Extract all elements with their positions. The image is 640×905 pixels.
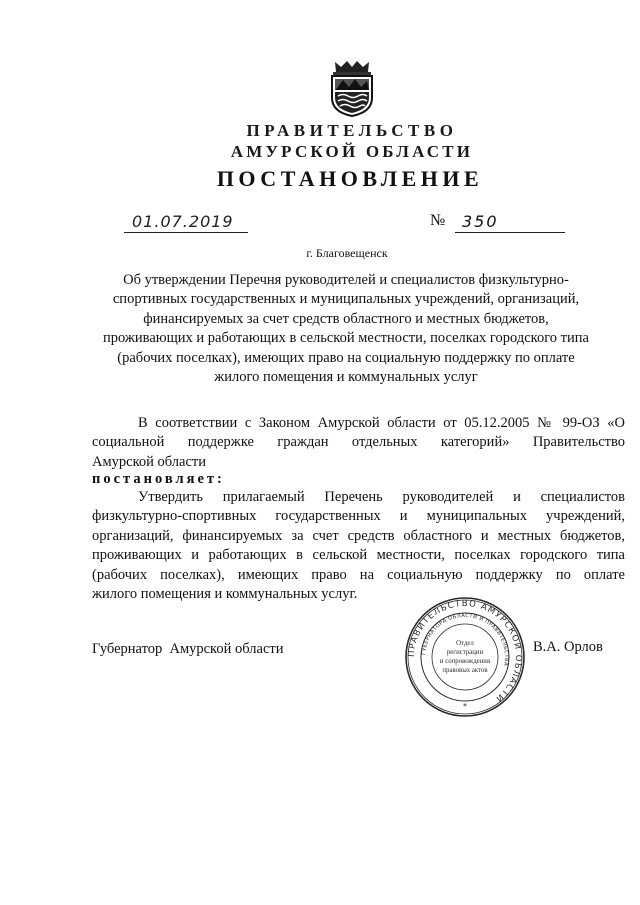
title-line: спортивных государственных и муниципальных учреждений, организаций,	[112, 291, 580, 308]
title-line: (рабочих поселках), имеющих право на социальную поддержку по оплате	[117, 349, 575, 366]
document-number: 350	[462, 212, 499, 231]
decree-word: постановляет:	[92, 471, 225, 487]
title-line: Об утверждении Перечня руководителей и специалистов физкультурно-	[123, 272, 569, 288]
preamble-paragraph	[92, 414, 625, 472]
resolution-line: (рабочих поселках), имеющих право на социальную поддержку по оплате	[92, 566, 625, 583]
stamp-inner-text: ГУБЕРНАТОРА ОБЛАСТИ И ПРАВИТЕЛЬСТВА	[421, 612, 510, 667]
resolution-paragraph	[92, 488, 625, 604]
date-underline	[124, 232, 248, 233]
stamp-center-line: правовых актов	[442, 667, 488, 674]
title-line: финансируемых за счет средств областного и местных бюджетов,	[143, 310, 549, 327]
coat-of-arms-icon	[327, 58, 377, 118]
org-name-line1: ПРАВИТЕЛЬСТВО	[246, 121, 458, 140]
city: г. Благовещенск	[306, 246, 388, 260]
resolution-line: организаций, финансируемых за счет средств областного и местных бюджетов,	[92, 527, 625, 544]
preamble-line: Амурской области	[92, 453, 206, 470]
number-sign: №	[430, 212, 446, 229]
signatory-position: Губернатор Амурской области	[92, 641, 284, 657]
stamp-center-line: и сопровождения	[439, 658, 491, 665]
stamp-center-line: регистрации	[446, 649, 484, 656]
signatory-name: В.А. Орлов	[533, 639, 603, 655]
title-line: жилого помещения и коммунальных услуг	[214, 369, 478, 386]
resolution-line: Утвердить прилагаемый Перечень руководителей и специалистов	[138, 489, 625, 505]
stamp-center-line: Отдел	[456, 640, 474, 647]
document-type: ПОСТАНОВЛЕНИЕ	[216, 166, 484, 191]
official-stamp-icon	[404, 596, 526, 718]
title-line: проживающих и работающих в сельской местности, поселках городского типа	[103, 330, 589, 347]
svg-text:*: *	[463, 702, 467, 711]
stamp-outer-text: ПРАВИТЕЛЬСТВО АМУРСКОЙ ОБЛАСТИ	[406, 598, 524, 704]
preamble-line: социальной поддержке граждан отдельных категорий» Правительство	[92, 434, 625, 451]
document-title	[92, 271, 600, 387]
resolution-line: физкультурно-спортивных государственных и муниципальных учреждений,	[92, 508, 625, 525]
document-date: 01.07.2019	[132, 212, 234, 231]
resolution-line: жилого помещения и коммунальных услуг.	[92, 586, 358, 603]
preamble-line: В соответствии с Законом Амурской области от 05.12.2005 № 99-ОЗ «О	[138, 415, 625, 431]
org-name-line2: АМУРСКОЙ ОБЛАСТИ	[230, 142, 474, 161]
number-underline	[455, 232, 565, 233]
resolution-line: проживающих и работающих в сельской местности, поселках городского типа	[92, 547, 625, 564]
